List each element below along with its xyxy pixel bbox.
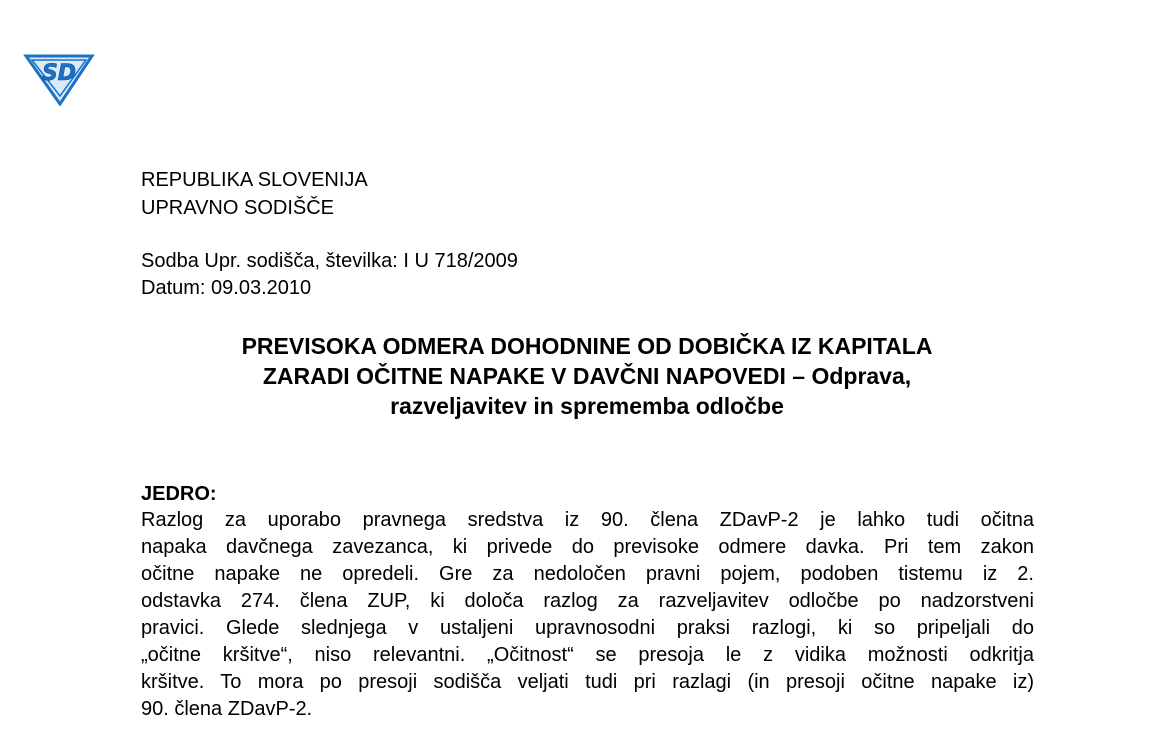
jedro-line: očitne napake ne opredeli. Gre za nedoločen pravni pojem, podoben tistemu iz 2. — [141, 563, 1034, 585]
jedro-line: Razlog za uporabo pravnega sredstva iz 90. člena ZDavP-2 je lahko tudi očitna — [141, 509, 1034, 531]
jedro-paragraph — [141, 507, 1034, 723]
judgment-date: Datum: 09.03.2010 — [141, 277, 312, 299]
country-name: REPUBLIKA SLOVENIJA — [141, 169, 368, 191]
jedro-line: pravici. Glede slednjega v ustaljeni upravnosodni praksi razlogi, ki so pripeljali do — [141, 617, 1034, 639]
judgment-number: Sodba Upr. sodišča, številka: I U 718/2009 — [141, 250, 518, 272]
jedro-heading: JEDRO: — [141, 483, 217, 505]
jedro-line: 90. člena ZDavP-2. — [141, 698, 313, 720]
jedro-line: „očitne kršitve“, niso relevantni. „Očitnost“ se presoja le z vidika možnosti odkritja — [141, 644, 1034, 666]
title-line-1: PREVISOKA ODMERA DOHODNINE OD DOBIČKA IZ KAPITALA — [241, 333, 933, 359]
jedro-line: napaka davčnega zavezanca, ki privede do previsoke odmere davka. Pri tem zakon — [141, 536, 1034, 558]
title-line-3: razveljavitev in sprememba odločbe — [390, 393, 784, 419]
court-name: UPRAVNO SODIŠČE — [141, 197, 334, 219]
document-title — [141, 331, 1033, 421]
sd-shield-logo-icon — [22, 50, 96, 106]
judgment-meta — [141, 248, 518, 302]
svg-text:SD: SD — [41, 61, 77, 86]
jedro-line: odstavka 274. člena ZUP, ki določa razlog za razveljavitev odločbe po nadzorstveni — [141, 590, 1034, 612]
jedro-line: kršitve. To mora po presoji sodišča veljati tudi pri razlagi (in presoji očitne napake iz) — [141, 671, 1034, 693]
title-line-2: ZARADI OČITNE NAPAKE V DAVČNI NAPOVEDI – Odprava, — [262, 363, 912, 389]
court-header — [141, 166, 368, 222]
